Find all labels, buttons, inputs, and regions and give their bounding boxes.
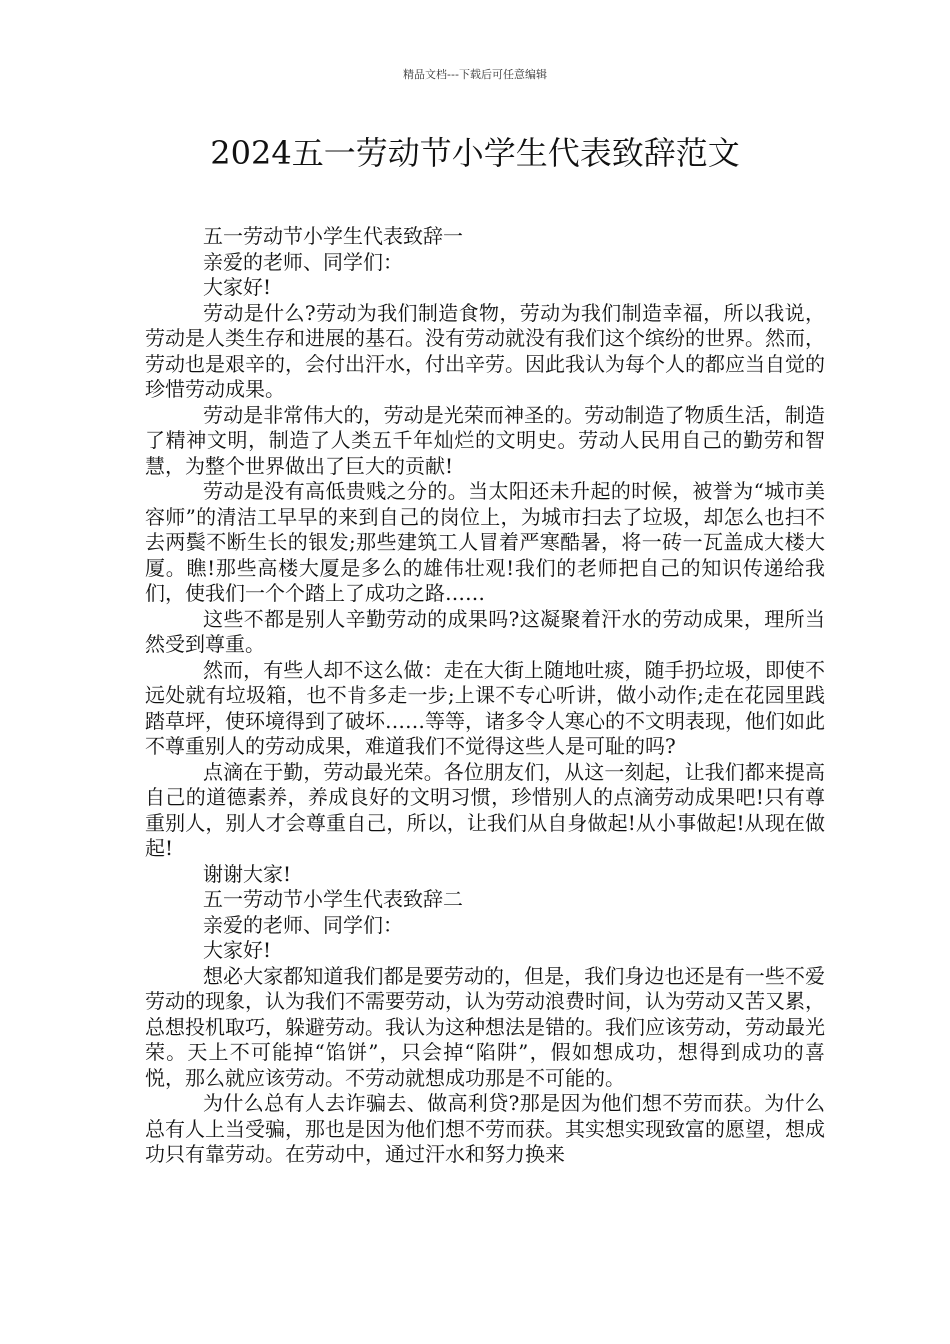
document-body (145, 224, 825, 1168)
closing: 谢谢大家! (203, 861, 292, 886)
body-paragraph: 然而，有些人却不这么做：走在大街上随地吐痰，随手扔垃圾，即使不远处就有垃圾箱，也不肯多走一步;上课不专心听讲，做小动作;走在花园里践踏草坪，使环境得到了破坏……等等，诸多令人寒心的不文明表现，他们如此不尊重别人的劳动成果，难道我们不觉得这些人是可耻的吗? (145, 657, 825, 758)
greeting: 大家好! (203, 938, 272, 962)
body-paragraph: 劳动是非常伟大的，劳动是光荣而神圣的。劳动制造了物质生活，制造了精神文明，制造了人类五千年灿烂的文明史。劳动人民用自己的勤劳和智慧，为整个世界做出了巨大的贡献! (145, 402, 825, 478)
salutation: 亲爱的老师、同学们： (203, 912, 403, 937)
body-paragraph: 这些不都是别人辛勤劳动的成果吗?这凝聚着汗水的劳动成果，理所当然受到尊重。 (145, 606, 825, 656)
body-paragraph: 为什么总有人去诈骗去、做高利贷?那是因为他们想不劳而获。为什么总有人上当受骗，那也是因为他们想不劳而获。其实想实现致富的愿望，想成功只有靠劳动。在劳动中，通过汗水和努力换来 (145, 1091, 825, 1166)
section-heading: 五一劳动节小学生代表致辞一 (203, 224, 463, 248)
section-heading: 五一劳动节小学生代表致辞二 (203, 887, 463, 911)
body-paragraph: 劳动是没有高低贵贱之分的。当太阳还未升起的时候，被誉为“城市美容师”的清洁工早早的来到自己的岗位上，为城市扫去了垃圾，却怎么也扫不去两鬓不断生长的银发;那些建筑工人冒着严寒酷暑，将一砖一瓦盖成大楼大厦。瞧!那些高楼大厦是多么的雄伟壮观!我们的老师把自己的知识传递给我们，使我们一个个踏上了成功之路…… (145, 479, 825, 605)
salutation: 亲爱的老师、同学们： (203, 249, 403, 274)
greeting: 大家好! (203, 275, 272, 299)
body-paragraph: 劳动是什么?劳动为我们制造食物，劳动为我们制造幸福，所以我说，劳动是人类生存和进展的基石。没有劳动就没有我们这个缤纷的世界。然而，劳动也是艰辛的，会付出汗水，付出辛劳。因此我认为每个人的都应当自觉的珍惜劳动成果。 (145, 300, 825, 401)
page-header: 精品文档---下载后可任意编辑 (403, 68, 547, 81)
document-title: 2024五一劳动节小学生代表致辞范文 (210, 134, 740, 172)
body-paragraph: 点滴在于勤，劳动最光荣。各位朋友们，从这一刻起，让我们都来提高自己的道德素养，养成良好的文明习惯，珍惜别人的点滴劳动成果吧!只有尊重别人，别人才会尊重自己，所以，让我们从自身做起!从小事做起!从现在做起! (145, 759, 825, 860)
body-paragraph: 想必大家都知道我们都是要劳动的，但是，我们身边也还是有一些不爱劳动的现象，认为我们不需要劳动，认为劳动浪费时间，认为劳动又苦又累，总想投机取巧，躲避劳动。我认为这种想法是错的。我们应该劳动，劳动最光荣。天上不可能掉“馅饼”，只会掉“陷阱”，假如想成功，想得到成功的喜悦，那么就应该劳动。不劳动就想成功那是不可能的。 (145, 963, 825, 1090)
